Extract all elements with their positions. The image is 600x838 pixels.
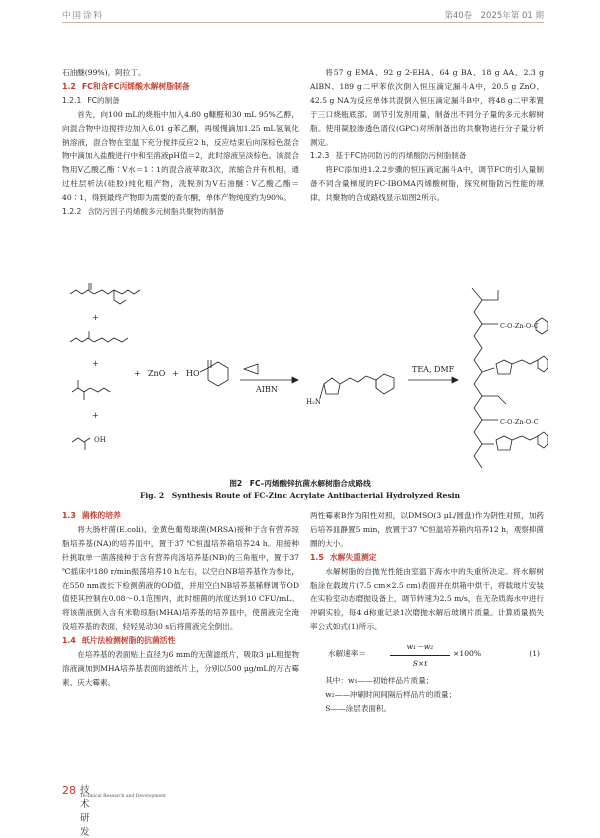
equation-numerator: w₁－w₂ [406,642,434,652]
paragraph: 石油醚(99%)，阿拉丁。 [62,68,146,77]
page-number: 28 [62,784,76,797]
figure-caption-cn: 图2 FC–丙烯酸锌抗菌水解树脂合成路线 [229,479,371,488]
reaction-arrow-1 [240,364,298,394]
equation-lhs: 水解速率＝ [328,649,366,659]
section-heading-1-5: 1.5 水解失重测定 [310,552,377,562]
header-rule [62,22,544,23]
ester-label: C-O-Zn-O-C [500,322,539,330]
paragraph: 两性霉素B作为阳性对照，以DMSO(3 μL/圆盘)作为阴性对照，加药后培养皿静置5 min，放置于37 ℃恒温培养箱内培养12 h，观察抑菌圈的大小。 [310,511,544,548]
section-name-cn: 技术研发 [80,785,90,838]
fraction-bar [390,655,450,656]
variable-def: S——涂层表面积。 [325,703,392,713]
synthesis-scheme [62,280,548,472]
right-column-bottom [310,509,544,716]
equation-fraction [390,640,450,671]
plus-sign: + [92,359,99,368]
variable-def: 其中：w₁——初始样品片质量； [325,676,434,686]
monomer-2-eha [70,283,140,304]
fc-monomer [306,374,394,406]
plus-sign: + [92,411,99,420]
section-heading-1-2-1: 1.2.1 FC的制备 [62,95,120,105]
oh-label: OH [94,436,106,444]
monomer-ba [70,331,128,342]
left-column-top [62,66,299,219]
equation-number: (1) [529,649,540,659]
section-heading-1-2: 1.2 FC和含FC丙烯酸水解树脂制备 [62,81,190,91]
section-heading-1-4: 1.4 纸片法检测树脂的抗菌活性 [62,636,176,646]
monomer-ema [72,380,110,400]
ester-label: C-O-Zn-O-C [500,418,539,426]
paragraph: 将大肠杆菌(E.coli)、金黄色葡萄球菌(MRSA)接种于含有营养琼脂培养基(NA)的培养皿中，置于37 ℃恒温培养箱培养24 h。用接种针挑取单一菌落接种于含有营养肉汤培养基(NB)的三角瓶中，置于37 ℃摇床中180 r/min振荡培养10 h左右，以空白NB培养基作为参比，在550 nm波长下检测菌液的OD值，并用空白NB培养基稀释调节OD值使其控制在0.08～0.1范围内，此时细菌的浓度达到10 CFU/mL。将该菌液倒入含有米勒琼脂(MHA)培养基的培养皿中，使菌液完全淹没培养基的表面，轻轻晃动30 s后将菌液完全倒出。 [62,524,299,632]
journal-name: 中国涂料 [62,11,105,21]
plus-sign: + [92,313,99,322]
right-column-top [310,66,544,205]
section-heading-1-3: 1.3 菌株的培养 [62,511,121,520]
equation-multiplier: ×100% [453,649,482,659]
plus-sign: + [172,369,179,378]
plus-sign: + [134,369,141,378]
figure-caption-en: Fig. 2 Synthesis Route of FC-Zinc Acrylate Antibacterial Hydrolyzed Resin [140,491,460,500]
paragraph: 首先，向100 mL的烧瓶中加入4.80 g糠醛和30 mL 95%乙醇，向混合物中边搅拌边加入6.01 g苯乙酮，再缓慢滴加1.25 mL氢氧化钠溶液，混合物在室温下充分搅拌反应2 h，反应结束后向深棕色混合物中滴加入盐酸进行中和至溶液pH值＝2，此时溶液呈淡棕色。该混合物用V乙酸乙酯∶V水＝1∶1的混合液萃取3次，浓缩合并有机相，通过柱层析法(硅胶)纯化粗产物，洗脱剂为V石油醚∶V乙酸乙酯＝40∶1，得到最终产物即为需要的查尔酮，单体产物纯度约为90%。 [62,109,299,203]
variable-def: w₂——冲刷时间间隔后样品片的质量； [325,690,457,700]
section-heading-1-2-3: 1.2.3 基于FC协同防污的丙烯酸防污树脂制备 [310,151,467,161]
paragraph: 将FC添加进1.2.2步骤的恒压滴定漏斗A中，调节FC的引入量制备不同含量梯度的FC-IBOMA丙烯酸树脂，探究树脂防污性能的规律。共聚物的合成路线显示如图2所示。 [310,165,544,203]
running-header [0,0,600,22]
reaction-arrow-2 [408,365,458,383]
tea-dmf-label: TEA, DMF [412,365,455,374]
section-heading-1-2-2: 1.2.2 含防污因子丙烯酸多元树脂共聚物的制备 [62,207,225,217]
issue-info: 第40卷 2025年第 01 期 [444,11,544,21]
zno-label: ZnO [148,369,166,378]
paragraph: 将57 g EMA、92 g 2-EHA、64 g BA、18 g AA、2.3 g AIBN、189 g二甲苯依次倒入恒压滴定漏斗A中，20.5 g ZnO、42.5 g NA为反应单体共混倒入恒压滴定漏斗B中，将48 g二甲苯置于三口烧瓶底部。调节引发剂用量，制备出不同分子量的多元水解树脂。使用凝胶渗透色谱仪(GPC)对所制备出的共聚物进行分子量分析测定。 [310,68,544,147]
section-name-en: Technical Research and Development [80,794,166,799]
equation-1 [310,640,544,668]
aibn-label: AIBN [256,385,278,394]
paragraph: 在培养基的表面贴上直径为6 mm的无菌滤纸片，吸取3 μL粗提物溶液滴加到MHA培养基表面的滤纸片上，分别以500 μg/mL的万古霉素、庆大霉素、 [62,650,299,687]
svg-text:H₂N: H₂N [306,398,322,406]
product-polymer [472,288,548,468]
monomer-aa [72,438,90,450]
paragraph: 水解树脂的自抛光性能由室温下海水中的失重所决定。将水解树脂涂在载玻片(7.5 cm×2.5 cm)表面并在烘箱中烘干，将载玻片安装在实验室动态磨抛设备上，调节转速为2.5 m/s，在无杂质海水中进行冲刷实验，每4 d称重记录1次磨抛水解后玻璃片质量。计算质量损失率公式如式(1)所示。 [310,566,544,632]
equation-denominator: S×t [412,659,428,669]
monomer-na [186,360,228,386]
svg-text:HO: HO [186,369,200,378]
left-column-bottom [62,509,299,690]
